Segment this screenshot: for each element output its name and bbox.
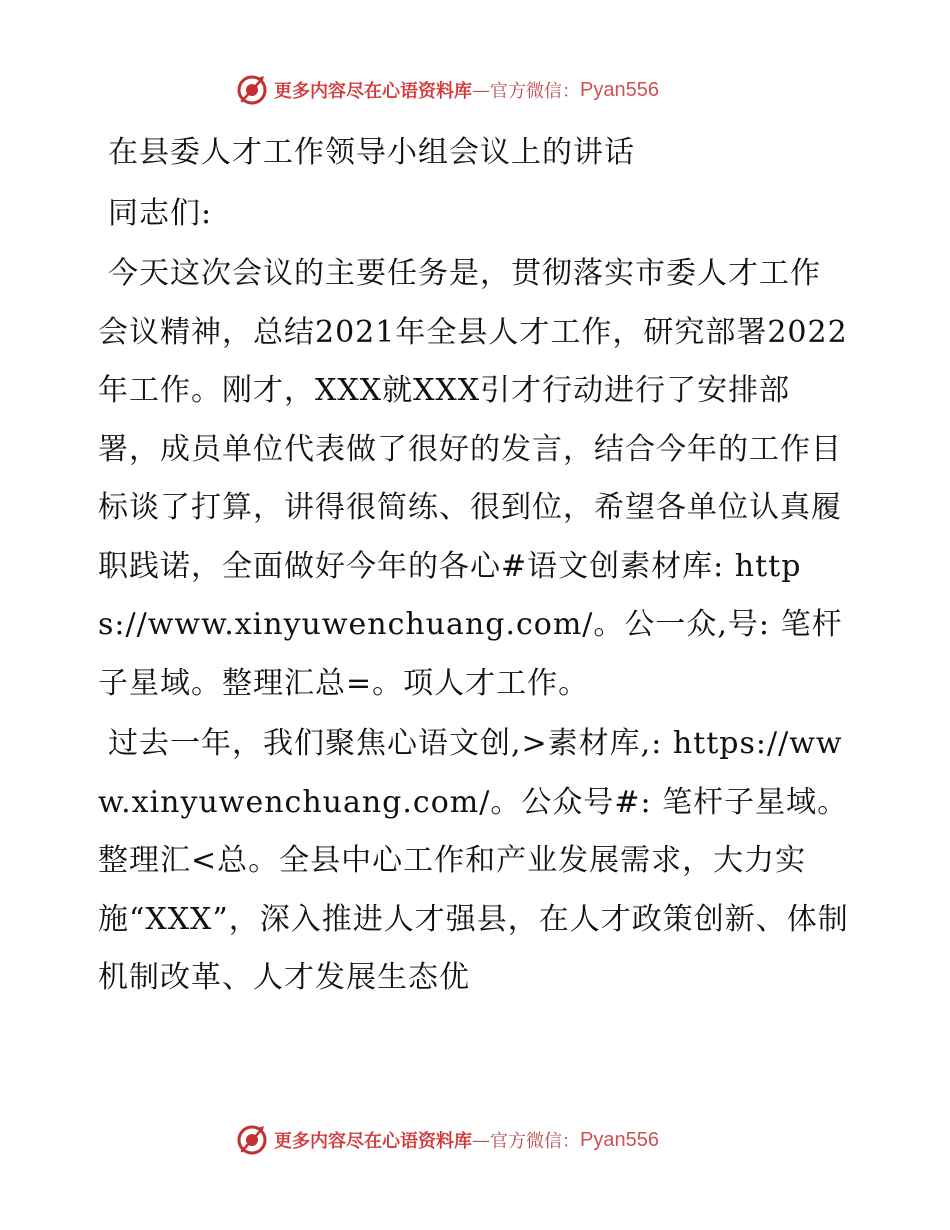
banner-separator: — [472, 79, 490, 101]
document-salutation: 同志们: [108, 195, 213, 231]
document-body [98, 124, 850, 1010]
header-watermark-banner [236, 72, 659, 108]
banner-main-text: 更多内容尽在心语资料库 [274, 1131, 472, 1152]
quill-seal-icon [236, 74, 268, 106]
banner-contact-label: 官方微信： [490, 1131, 580, 1152]
banner-contact-label: 官方微信： [490, 81, 580, 102]
banner-separator: — [472, 1129, 490, 1151]
banner-contact-id: Pyan556 [580, 1128, 659, 1151]
paragraph-1: 今天这次会议的主要任务是，贯彻落实市委人才工作会议精神，总结2021年全县人才工作，研究部署2022年工作。刚才，XXX就XXX引才行动进行了安排部署，成员单位代表做了很好的发言，结合今年的工作目标谈了打算，讲得很简练、很到位，希望各单位认真履职践诺，全面做好今年的各心#语文创素材库: https://www.xinyuwenchuang.com/。公一众,号: 笔杆子星域。整理汇总=。项人才工作。 [98, 256, 848, 701]
paragraph-2: 过去一年，我们聚焦心语文创,>素材库,: https://www.xinyuwenchuang.com/。公众号#: 笔杆子星域。整理汇<总。全县中心工作和产业发展需求，大力实施“XXX”，深入推进人才强县，在人才政策创新、体制机制改革、人才发展生态优 [98, 726, 849, 995]
banner-contact-id: Pyan556 [580, 78, 659, 101]
quill-seal-icon [236, 1124, 268, 1156]
footer-watermark-banner [236, 1122, 659, 1158]
banner-main-text: 更多内容尽在心语资料库 [274, 81, 472, 102]
document-title: 在县委人才工作领导小组会议上的讲话 [108, 135, 635, 170]
